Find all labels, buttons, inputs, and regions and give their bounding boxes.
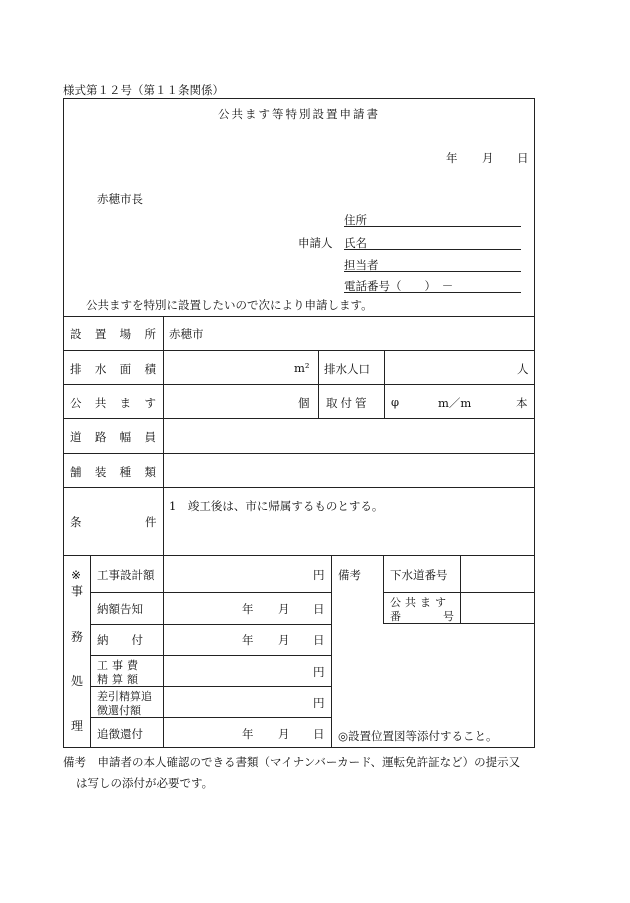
payment-label: 納 付	[97, 633, 143, 647]
location-label: 設 置 場 所	[70, 327, 156, 341]
basin-number-label-line1: 公共ます	[390, 596, 450, 609]
office-label-divider	[90, 555, 91, 748]
row-divider	[63, 350, 535, 351]
design-amount-yen: 円	[313, 568, 325, 582]
office-row-divider	[90, 624, 331, 625]
form-number: 様式第１２号（第１１条関係）	[63, 83, 224, 97]
pipe-count-unit: 本	[516, 396, 528, 410]
date-year: 年	[446, 151, 458, 165]
phone-line	[344, 292, 521, 293]
refund-label: 追徴還付	[97, 727, 143, 741]
condition-text: 1 竣工後は、市に帰属するものとする。	[169, 499, 384, 513]
office-char-ri: 理	[71, 719, 84, 733]
office-mark: ※	[71, 568, 82, 582]
phone-label: 電話番号（ ） －	[344, 279, 454, 293]
notice-year: 年	[242, 602, 254, 616]
basin-unit: 個	[298, 396, 310, 410]
diff-label-line1: 差引精算追	[97, 690, 152, 703]
payment-year: 年	[242, 633, 254, 647]
person-in-charge-label: 担当者	[344, 258, 379, 272]
drain-area-label: 排 水 面 積	[70, 362, 156, 376]
cost-label-line2: 精算額	[97, 673, 142, 686]
mid-column-divider	[384, 350, 385, 418]
office-row-divider	[90, 592, 331, 593]
notice-day: 日	[313, 602, 325, 616]
office-char-sho: 処	[71, 674, 84, 688]
row-divider	[63, 418, 535, 419]
addressee: 赤穂市長	[97, 192, 143, 206]
row-divider	[63, 487, 535, 488]
sewer-table-divider	[460, 555, 461, 623]
refund-month: 月	[278, 727, 290, 741]
notice-month: 月	[278, 602, 290, 616]
office-column-divider	[163, 555, 164, 748]
drain-population-label: 排水人口	[324, 362, 370, 376]
sewer-table-divider	[383, 555, 384, 623]
form-title: 公共ます等特別設置申請書	[218, 107, 380, 121]
cost-label-line1: 工事費	[97, 659, 142, 672]
drain-area-unit: m²	[294, 361, 310, 375]
footer-note-line1: 備考 申請者の本人確認のできる書類（マイナンバーカード、運転免許証など）の提示又	[63, 755, 521, 769]
condition-label-1: 条	[70, 515, 82, 529]
attachment-note: ◎設置位置図等添付すること。	[338, 729, 498, 743]
road-width-label: 道 路 幅 員	[70, 430, 156, 444]
location-value: 赤穂市	[169, 327, 204, 341]
basin-label: 公 共 ま す	[70, 396, 156, 410]
pavement-label: 舗 装 種 類	[70, 465, 156, 479]
applicant-label: 申請人	[298, 236, 333, 250]
design-amount-label: 工事設計額	[97, 568, 155, 582]
label-column-divider	[163, 316, 164, 555]
request-statement: 公共ますを特別に設置したいので次により申請します。	[86, 298, 373, 312]
row-divider	[63, 555, 535, 556]
address-line	[344, 226, 521, 227]
drain-population-unit: 人	[517, 362, 529, 376]
pipe-phi: φ	[391, 395, 400, 409]
remarks-label: 備考	[338, 568, 361, 582]
name-label: 氏名	[344, 236, 367, 250]
office-row-divider	[90, 655, 331, 656]
office-char-mu: 務	[71, 630, 84, 644]
row-divider	[63, 384, 535, 385]
date-month: 月	[482, 151, 494, 165]
basin-number-label-line2: 番 号	[390, 610, 454, 623]
office-char-ji: 事	[71, 584, 84, 598]
row-divider	[63, 316, 535, 317]
date-day: 日	[517, 151, 529, 165]
office-column-divider	[331, 555, 332, 748]
notice-label: 納額告知	[97, 602, 143, 616]
cost-yen: 円	[313, 665, 325, 679]
pipe-label: 取付管	[326, 396, 370, 410]
condition-label-2: 件	[145, 515, 157, 529]
pipe-unit: m／m	[438, 396, 472, 410]
address-label: 住所	[344, 213, 367, 227]
name-line	[344, 249, 521, 250]
diff-yen: 円	[313, 696, 325, 710]
footer-note-line2: は写しの添付が必要です。	[76, 776, 214, 790]
sewer-table-row-divider	[383, 592, 535, 593]
payment-day: 日	[313, 633, 325, 647]
mid-column-divider	[318, 350, 319, 418]
diff-label-line2: 徴還付額	[97, 704, 141, 717]
person-in-charge-line	[344, 271, 521, 272]
payment-month: 月	[278, 633, 290, 647]
sewer-number-label: 下水道番号	[390, 568, 448, 582]
row-divider	[63, 453, 535, 454]
refund-day: 日	[313, 727, 325, 741]
refund-year: 年	[242, 727, 254, 741]
